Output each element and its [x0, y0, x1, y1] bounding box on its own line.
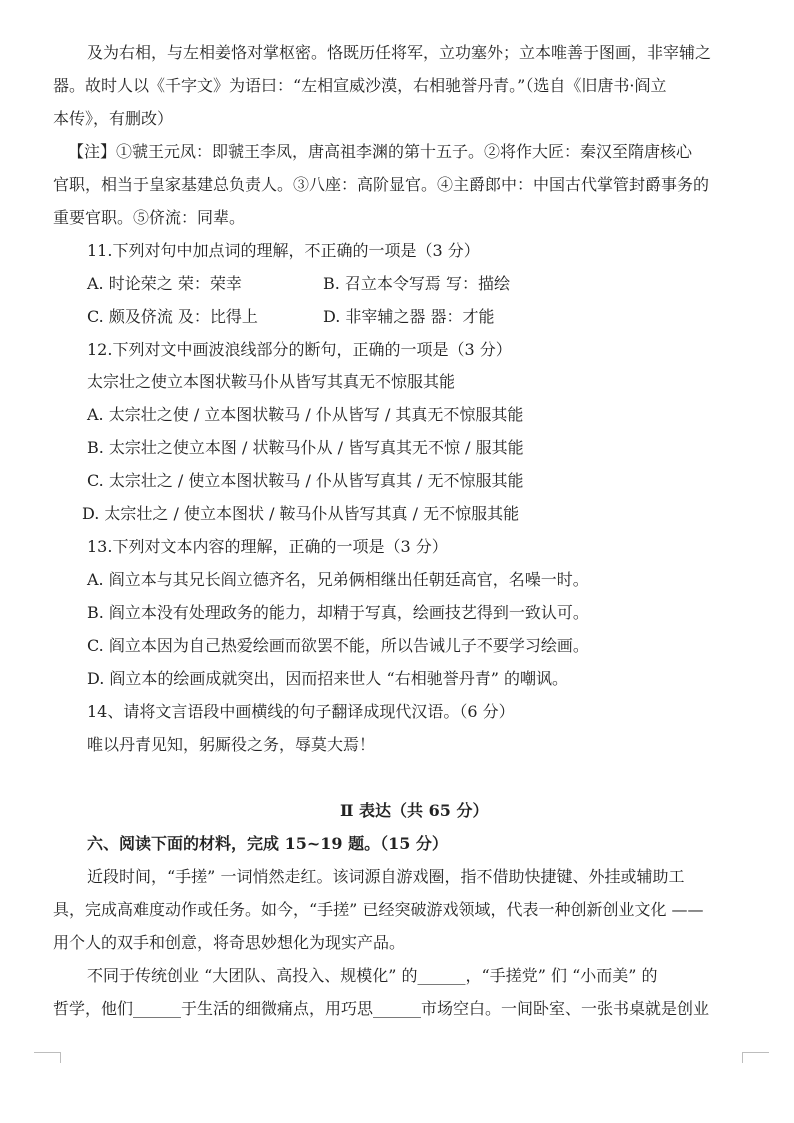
notes-line-3: 重要官职。⑤侪流：同辈。 — [53, 208, 246, 227]
material-line-2: 具，完成高难度动作或任务。如今，“手搓” 已经突破游戏领域，代表一种创新创业文化 —— — [53, 900, 704, 919]
q12-text: 太宗壮之使立本图状鞍马仆从皆写其真无不惊服其能 — [87, 372, 456, 391]
q13-stem: 13.下列对文本内容的理解，正确的一项是（3 分） — [87, 537, 448, 556]
passage-line-3: 本传》，有删改） — [53, 109, 174, 128]
q12-option-c: C. 太宗壮之 / 使立本图状鞍马 / 仆从皆写真其 / 无不惊服其能 — [87, 471, 524, 490]
q12-option-d: D. 太宗壮之 / 使立本图状 / 鞍马仆从皆写其真 / 无不惊服其能 — [82, 504, 520, 523]
q11-option-d: D. 非宰辅之器 器：才能 — [323, 307, 495, 326]
q14-stem: 14、请将文言语段中画横线的句子翻译成现代汉语。（6 分） — [87, 702, 515, 721]
q12-option-b: B. 太宗壮之使立本图 / 状鞍马仆从 / 皆写真其无不惊 / 服其能 — [87, 438, 524, 457]
q12-option-a: A. 太宗壮之使 / 立本图状鞍马 / 仆从皆写 / 其真无不惊服其能 — [87, 405, 524, 424]
page-corner-mark-left — [34, 1052, 61, 1063]
passage-line-1: 及为右相，与左相姜恪对掌枢密。恪既历任将军，立功塞外；立本唯善于图画，非宰辅之 — [87, 43, 712, 62]
q11-stem: 11.下列对句中加点词的理解，不正确的一项是（3 分） — [87, 241, 480, 260]
page-corner-mark-right — [742, 1052, 769, 1063]
q13-option-a: A. 阎立本与其兄长阎立德齐名，兄弟俩相继出任朝廷高官，名噪一时。 — [87, 570, 589, 589]
q13-option-d: D. 阎立本的绘画成就突出，因而招来世人 “右相驰誉丹青” 的嘲讽。 — [87, 669, 568, 688]
section-title: Ⅱ 表达（共 65 分） — [340, 801, 489, 820]
notes-line-2: 官职，相当于皇家基建总负责人。③八座：高阶显官。④主爵郎中：中国古代掌管封爵事务的 — [53, 175, 710, 194]
part6-title: 六、阅读下面的材料，完成 15~19 题。（15 分） — [87, 834, 448, 853]
q11-option-b: B. 召立本令写焉 写：描绘 — [323, 274, 511, 293]
q11-option-c: C. 颇及侪流 及：比得上 — [87, 307, 258, 326]
material-line-5: 哲学，他们______于生活的细微痛点，用巧思______市场空白。一间卧室、一张书桌就是创业 — [53, 999, 710, 1018]
q13-option-b: B. 阎立本没有处理政务的能力，却精于写真，绘画技艺得到一致认可。 — [87, 603, 589, 622]
material-line-3: 用个人的双手和创意，将奇思妙想化为现实产品。 — [53, 933, 406, 952]
q11-option-a: A. 时论荣之 荣：荣幸 — [87, 274, 242, 293]
material-line-1: 近段时间，“手搓” 一词悄然走红。该词源自游戏圈，指不借助快捷键、外挂或辅助工 — [87, 867, 685, 886]
notes-line-1: 【注】①虢王元凤：即虢王李凤，唐高祖李渊的第十五子。②将作大匠：秦汉至隋唐核心 — [68, 142, 693, 161]
q13-option-c: C. 阎立本因为自己热爱绘画而欲罢不能，所以告诫儿子不要学习绘画。 — [87, 636, 589, 655]
q12-stem: 12.下列对文中画波浪线部分的断句，正确的一项是（3 分） — [87, 340, 512, 359]
passage-line-2: 器。故时人以《千字文》为语曰：“左相宣威沙漠，右相驰誉丹青。”（选自《旧唐书·阎立 — [53, 76, 667, 95]
q14-text: 唯以丹青见知，躬厮役之务，辱莫大焉！ — [87, 735, 376, 754]
material-line-4: 不同于传统创业 “大团队、高投入、规模化” 的______，“手搓党” 们 “小而美” 的 — [87, 966, 658, 985]
